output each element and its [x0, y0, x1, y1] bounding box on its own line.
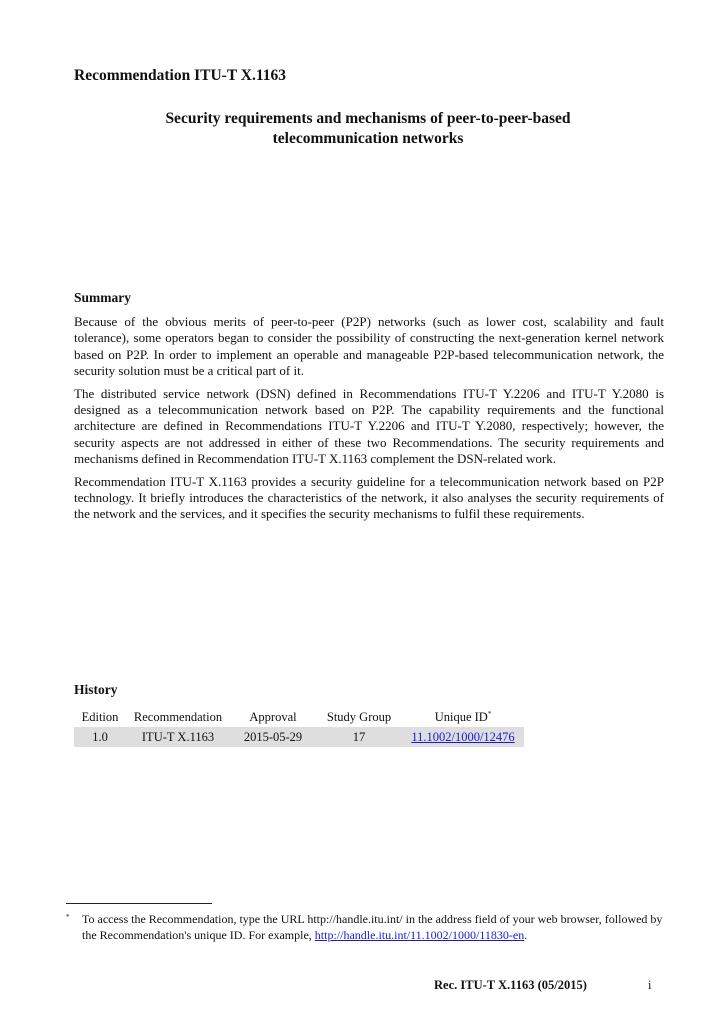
footnote-text-after: .: [524, 928, 528, 942]
cell-approval: 2015-05-29: [230, 727, 316, 747]
footnote-reference-mark: *: [487, 709, 492, 718]
table-row: [74, 727, 524, 747]
footnote-example-link[interactable]: http://handle.itu.int/11.1002/1000/11830-en: [314, 928, 525, 942]
cell-edition: 1.0: [74, 727, 126, 747]
footnote-text: [82, 911, 664, 943]
cell-recommendation: ITU-T X.1163: [126, 727, 230, 747]
column-header-unique-id: [402, 707, 524, 727]
footer-page-number: i: [648, 978, 652, 992]
summary-paragraph: Because of the obvious merits of peer-to-peer (P2P) networks (such as lower cost, scalability and fault tolerance), some operators began to consider the possibility of constructing the next-generation kernel network based on P2P. In order to implement an operable and manageable P2P-based telecommunication network, the security solution must be a critical part of it.: [74, 314, 664, 379]
footer-recommendation-id: Rec. ITU-T X.1163 (05/2015): [434, 978, 587, 992]
footnote: [66, 911, 664, 943]
footnote-divider: [66, 903, 212, 904]
cell-unique-id: [402, 727, 524, 747]
history-table: [74, 707, 524, 747]
main-title-line-2: telecommunication networks: [272, 130, 464, 147]
unique-id-link[interactable]: 11.1002/1000/12476: [411, 729, 515, 744]
summary-paragraph: The distributed service network (DSN) defined in Recommendations ITU-T Y.2206 and ITU-T Y.2080 is designed as a telecommunication network based on P2P. The capability requirements and the functional architecture are defined in Recommendations ITU-T Y.2206 and ITU-T Y.2080, respectively; however, the security aspects are not addressed in either of these two Recommendations. The security requirements and mechanisms defined in Recommendation ITU-T X.1163 complement the DSN-related work.: [74, 385, 664, 467]
column-header-approval: Approval: [249, 709, 297, 724]
column-header-edition: Edition: [81, 709, 119, 724]
cell-study-group: 17: [316, 727, 402, 747]
footnote-mark: *: [66, 913, 70, 921]
column-header-recommendation: Recommendation: [133, 709, 223, 724]
history-heading: History: [74, 682, 118, 697]
summary-paragraph: Recommendation ITU-T X.1163 provides a security guideline for a telecommunication network based on P2P technology. It briefly introduces the characteristics of the network, it also analyses the security requirements of the network and the services, and it specifies the security mechanisms to fulfil these requirements.: [74, 473, 664, 522]
main-title: [100, 109, 636, 149]
main-title-line-1: Security requirements and mechanisms of peer-to-peer-based: [165, 110, 571, 127]
footnote-text-before: To access the Recommendation, type the URL http://handle.itu.int/ in the address field of your web browser, followed by the Recommendation's unique ID. For example,: [82, 912, 663, 942]
unique-id-header-label: Unique ID: [434, 709, 488, 724]
recommendation-title: Recommendation ITU-T X.1163: [74, 67, 286, 84]
history-header-row: [74, 707, 524, 727]
column-header-study-group: Study Group: [326, 709, 392, 724]
summary-heading: Summary: [74, 290, 131, 305]
summary-body: [74, 314, 664, 529]
